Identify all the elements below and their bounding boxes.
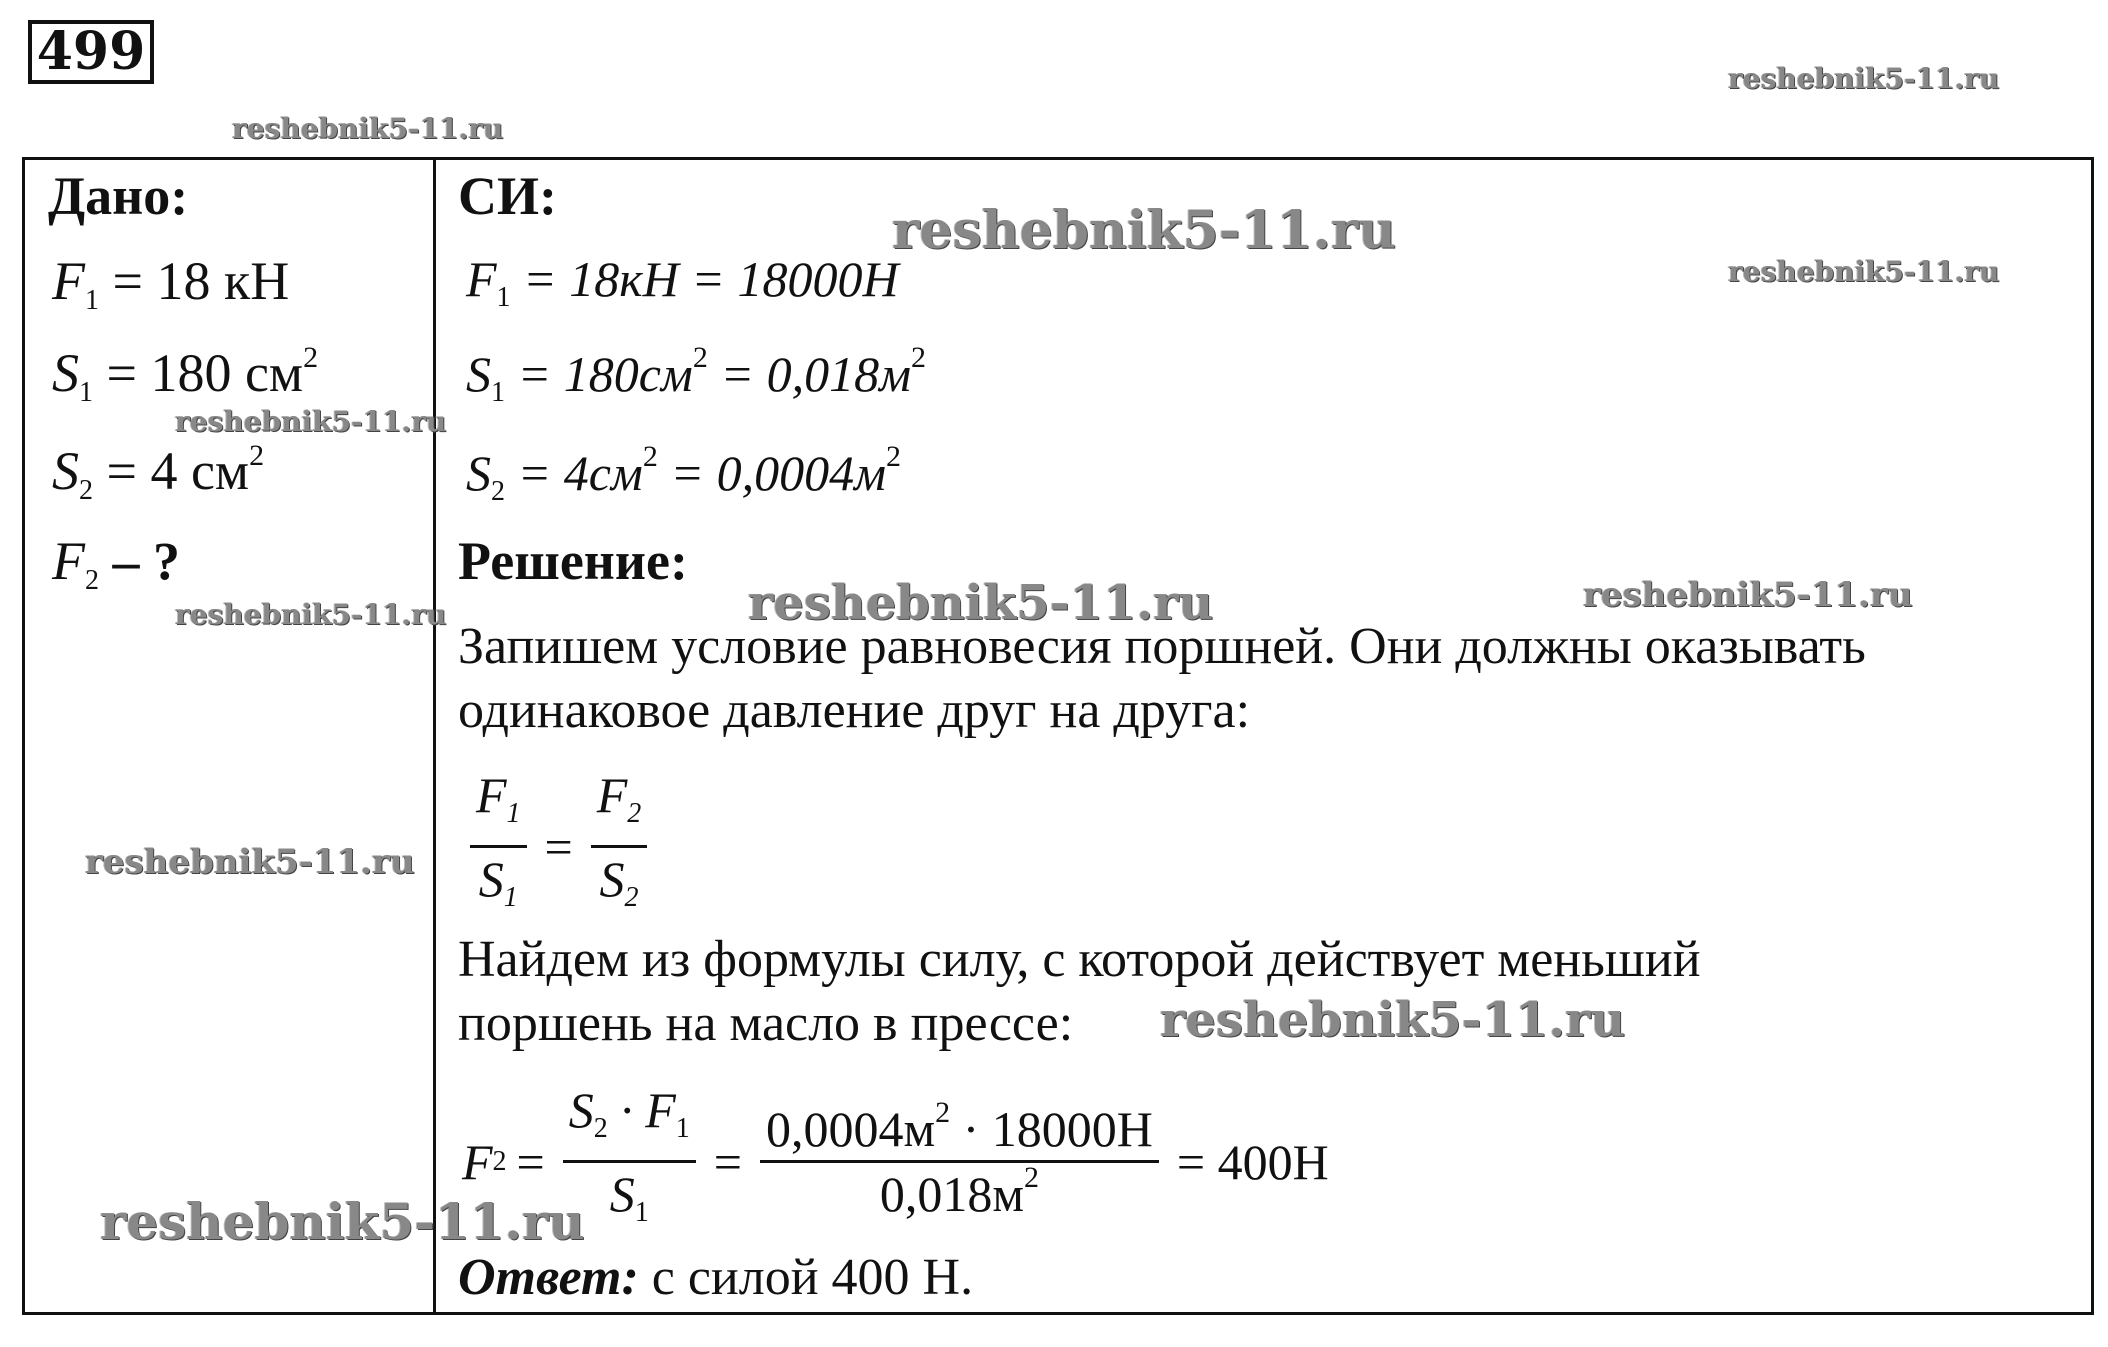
watermark: reshebnik5-11.ru bbox=[175, 405, 447, 438]
watermark: reshebnik5-11.ru bbox=[85, 842, 415, 882]
watermark: reshebnik5-11.ru bbox=[1728, 255, 2000, 288]
watermark: reshebnik5-11.ru bbox=[1583, 575, 1913, 615]
column-divider bbox=[433, 157, 436, 1315]
watermark: reshebnik5-11.ru bbox=[100, 1192, 585, 1251]
watermark: reshebnik5-11.ru bbox=[232, 112, 504, 145]
si-s1: $S_1 = 180см^2 = 0,018м^2$ bbox=[466, 341, 926, 408]
watermark: reshebnik5-11.ru bbox=[175, 598, 447, 631]
given-f2-unknown: $F_2$ – ? bbox=[52, 531, 180, 596]
solution-paragraph-2: Найдем из формулы силу, с которой действует меньший поршень на масло в прессе: bbox=[458, 931, 1701, 1052]
si-f1: $F_1 = 18кН = 18000Н$ bbox=[466, 251, 899, 313]
given-heading: Дано: bbox=[48, 166, 189, 226]
si-s2: $S_2 = 4см^2 = 0,0004м^2$ bbox=[466, 440, 901, 507]
force-calculation: F 2 = $\frac{S_2 \cdot F_1}{S_1}$ = $\frac{0,0004м^2 \cdot 18000Н}{0,018м^2}$ = 400Н bbox=[462, 1082, 1329, 1228]
solution-heading: Решение: bbox=[458, 531, 688, 591]
given-s1: $S_1 = 180$ $см^2$ bbox=[52, 341, 319, 408]
problem-number: 499 bbox=[28, 20, 154, 84]
equilibrium-equation: $\frac{F_1}{S_1}$ = $\frac{F_2}{S_2}$ bbox=[462, 770, 655, 923]
si-heading: СИ: bbox=[458, 166, 557, 226]
watermark: reshebnik5-11.ru bbox=[748, 575, 1214, 631]
given-s2: $S_2 = 4$ $см^2$ bbox=[52, 439, 265, 506]
solution-paragraph-1: Запишем условие равновесия поршней. Они должны оказывать одинаковое давление друг на друга: bbox=[458, 618, 1866, 739]
given-f1: $F_1 = 18$ кН bbox=[52, 251, 290, 316]
watermark: reshebnik5-11.ru bbox=[1728, 62, 2000, 95]
answer: Ответ: с силой 400 Н. bbox=[458, 1249, 974, 1306]
watermark: reshebnik5-11.ru bbox=[1160, 992, 1626, 1048]
watermark: reshebnik5-11.ru bbox=[892, 200, 1397, 261]
